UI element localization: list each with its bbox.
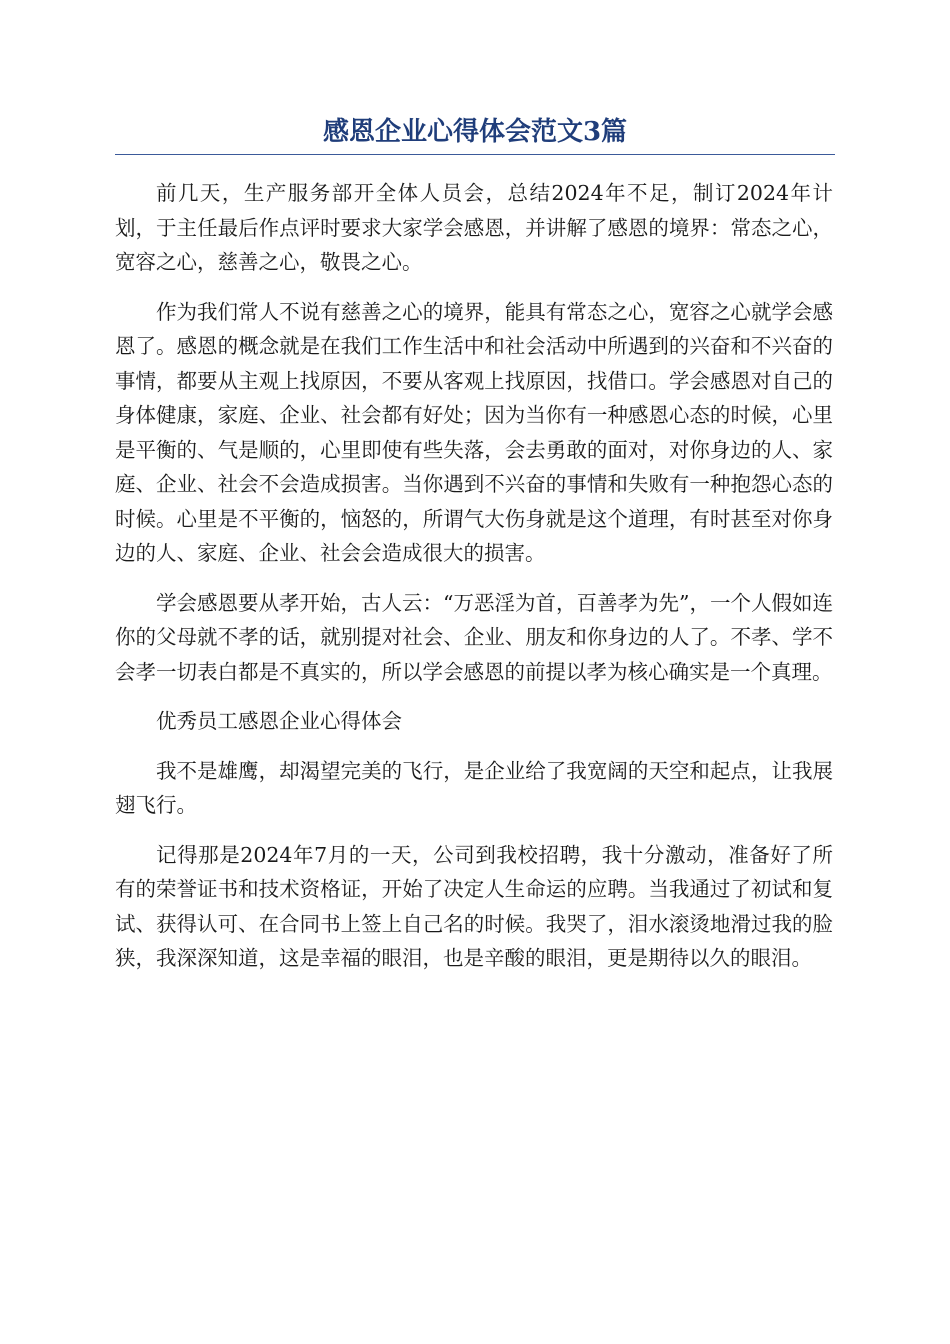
- document-body: [115, 176, 833, 991]
- document-title: 感恩企业心得体会范文3篇: [322, 117, 628, 147]
- paragraph: 我不是雄鹰，却渴望完美的飞行，是企业给了我宽阔的天空和起点，让我展翅飞行。: [115, 758, 833, 817]
- paragraph: 作为我们常人不说有慈善之心的境界，能具有常态之心，宽容之心就学会感恩了。感恩的概念就是在我们工作生活中和社会活动中所遇到的兴奋和不兴奋的事情，都要从主观上找原因，不要从客观上找原因，找借口。学会感恩对自己的身体健康，家庭、企业、社会都有好处；因为当你有一种感恩心态的时候，心里是平衡的、气是顺的，心里即使有些失落，会去勇敢的面对，对你身边的人、家庭、企业、社会不会造成损害。当你遇到不兴奋的事情和失败有一种抱怨心态的时候。心里是不平衡的，恼怒的，所谓气大伤身就是这个道理，有时甚至对你身边的人、家庭、企业、社会会造成很大的损害。: [115, 299, 833, 565]
- paragraph: 学会感恩要从孝开始，古人云：“万恶淫为首，百善孝为先”，一个人假如连你的父母就不孝的话，就别提对社会、企业、朋友和你身边的人了。不孝、学不会孝一切表白都是不真实的，所以学会感恩的前提以孝为核心确实是一个真理。: [115, 590, 833, 684]
- section-heading: 优秀员工感恩企业心得体会: [156, 709, 402, 733]
- paragraph: 记得那是2024年7月的一天，公司到我校招聘，我十分激动，准备好了所有的荣誉证书和技术资格证，开始了决定人生命运的应聘。当我通过了初试和复试、获得认可、在合同书上签上自己名的时候。我哭了，泪水滚烫地滑过我的脸狭，我深深知道，这是幸福的眼泪，也是辛酸的眼泪，更是期待以久的眼泪。: [115, 842, 833, 970]
- title-underline: [115, 154, 835, 155]
- paragraph: 前几天，生产服务部开全体人员会，总结2024年不足，制订2024年计划，于主任最后作点评时要求大家学会感恩，并讲解了感恩的境界：常态之心，宽容之心，慈善之心，敬畏之心。: [115, 181, 833, 274]
